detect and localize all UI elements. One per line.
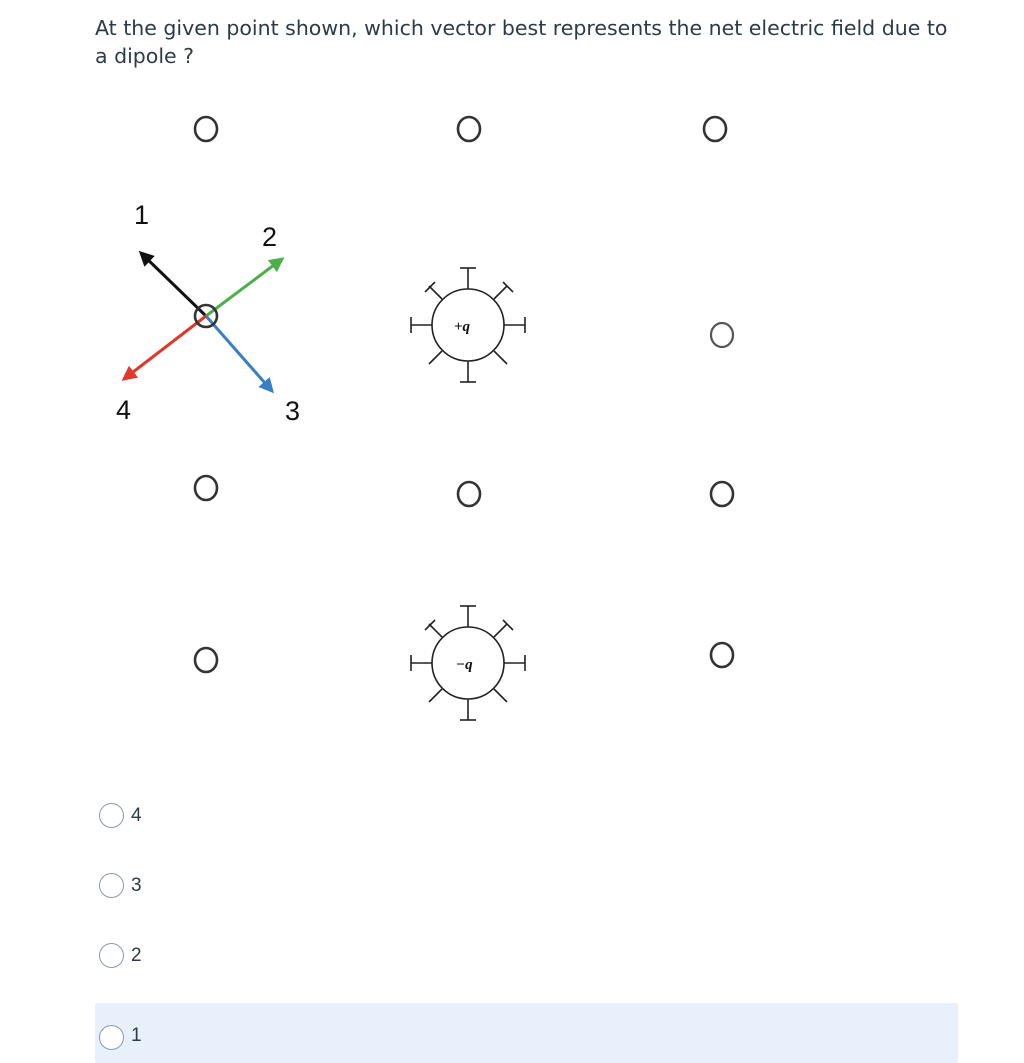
vector-3-label: 3 — [285, 396, 301, 426]
answer-option[interactable] — [95, 863, 958, 933]
vector-2-arrow — [206, 259, 282, 316]
vector-1-arrow — [141, 253, 206, 316]
radio-button[interactable] — [99, 943, 124, 968]
answer-list — [95, 793, 958, 1063]
grid-point — [458, 482, 480, 506]
grid-point — [195, 117, 217, 141]
positive-charge-label: +q — [454, 319, 471, 335]
answer-label: 3 — [131, 875, 142, 896]
answer-option[interactable] — [95, 933, 958, 1003]
grid-point — [711, 482, 733, 506]
grid-point — [704, 117, 726, 141]
grid-point — [458, 117, 480, 141]
vector-2-label: 2 — [262, 222, 278, 252]
vector-4-label: 4 — [116, 395, 132, 425]
radio-button[interactable] — [99, 803, 124, 828]
vector-3-arrow — [206, 316, 272, 391]
answer-option[interactable] — [95, 793, 958, 863]
negative-charge-label: −q — [456, 657, 473, 673]
grid-points — [195, 117, 733, 672]
answer-label: 1 — [131, 1025, 142, 1046]
grid-point — [711, 643, 733, 667]
answer-label: 2 — [131, 945, 142, 966]
answer-option-hovered[interactable] — [95, 1003, 958, 1063]
radio-button[interactable] — [99, 873, 124, 898]
vector-1-label: 1 — [134, 200, 150, 230]
radio-button[interactable] — [99, 1025, 124, 1050]
grid-point — [711, 323, 733, 347]
question-text: At the given point shown, which vector best represents the net electric field due to a dipole ? — [95, 16, 948, 68]
vector-4-arrow — [124, 316, 206, 379]
answer-label: 4 — [131, 805, 142, 826]
grid-point — [195, 476, 217, 500]
grid-point — [195, 648, 217, 672]
